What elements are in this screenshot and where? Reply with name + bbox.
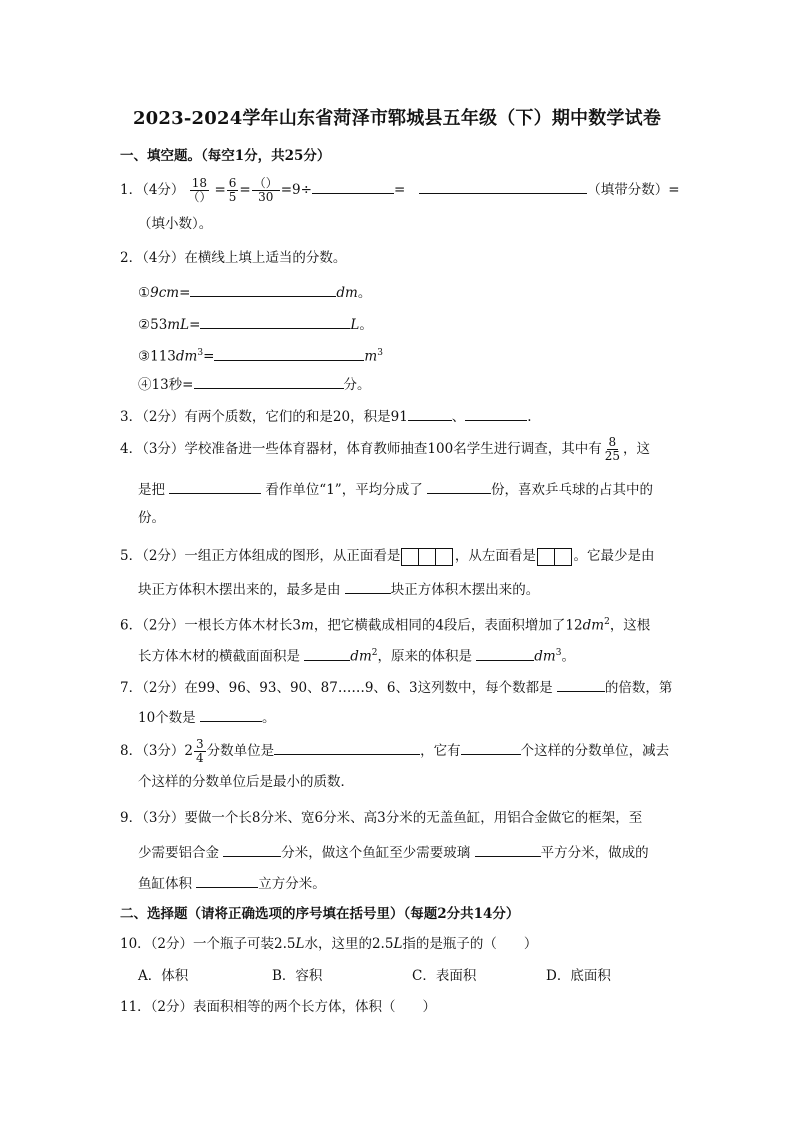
answer-blank[interactable] <box>194 373 344 389</box>
section-1-heading: 一、填空题。（每空1分，共25分） <box>120 148 331 164</box>
q2-item-4: ④13秒= 分。 <box>138 373 371 395</box>
fraction-8-25: $\frac{8}{25}$ <box>604 435 620 463</box>
answer-blank[interactable] <box>476 645 534 661</box>
question-4: 4．（3分）学校准备进一些体育器材，体育教师抽查100名学生进行调查，其中有 $\frac{8}{25}$ ，这 <box>120 435 650 463</box>
q9-line-3: 鱼缸体积 立方分米。 <box>138 872 326 894</box>
answer-blank[interactable] <box>169 478 261 494</box>
question-1: 1．（4分） $\frac{18}{()}$ = $\frac{6}{5}$ = $\frac{()}{30}$ =9÷ = （填带分数）= <box>120 176 680 204</box>
q2-item-1: ①9cm= dm。 <box>138 281 371 303</box>
answer-blank[interactable] <box>419 178 587 194</box>
question-2: 2．（4分）在横线上填上适当的分数。 <box>120 250 347 266</box>
question-3: 3．（2分）有两个质数，它们的和是20，积是91 、 . <box>120 405 532 427</box>
q1-number: 1．（4分） <box>120 182 185 198</box>
question-5: 5．（2分）一组正方体组成的图形，从正面看是 ，从左面看是 。它最少是由 <box>120 548 655 564</box>
question-6: 6．（2分）一根长方体木材长3m，把它横截成相同的4段后，表面积增加了$12dm^2$，这根 <box>120 617 651 634</box>
fraction-6-5: $\frac{6}{5}$ <box>228 176 237 204</box>
question-11: 11．（2分）表面积相等的两个长方体，体积（ ） <box>120 999 437 1015</box>
q2-item-3: $③113dm^3= m^3$ <box>138 343 383 367</box>
answer-blank[interactable] <box>475 841 541 857</box>
q4-line-2: 是把 看作单位“1”，平均分成了 份，喜欢乒乓球的占其中的 <box>138 478 653 500</box>
option-d[interactable]: D．底面积 <box>546 968 611 984</box>
option-c[interactable]: C．表面积 <box>412 968 477 984</box>
exam-title: 2023-2024学年山东省菏泽市郓城县五年级（下）期中数学试卷 <box>132 108 662 129</box>
answer-blank[interactable] <box>196 872 258 888</box>
q7-line-2: 10个数是 。 <box>138 706 275 728</box>
q9-line-2: 少需要铝合金 分米，做这个鱼缸至少需要玻璃 平方分米，做成的 <box>138 841 649 863</box>
answer-blank[interactable] <box>461 739 521 755</box>
answer-blank[interactable] <box>274 739 420 755</box>
answer-blank[interactable] <box>557 676 605 692</box>
q6-line-2: 长方体木材的横截面面积是 $dm^2$，原来的体积是 $dm^3$。 <box>138 643 575 667</box>
answer-blank[interactable] <box>200 706 262 722</box>
q2-item-2: ②53mL= L。 <box>138 313 373 335</box>
answer-blank[interactable] <box>304 645 350 661</box>
answer-blank[interactable] <box>223 841 281 857</box>
left-view-two-squares <box>538 548 572 566</box>
q1-line-2: （填小数）。 <box>138 216 213 232</box>
answer-blank[interactable] <box>312 178 394 194</box>
front-view-three-squares <box>402 548 452 566</box>
answer-blank[interactable] <box>190 281 336 297</box>
answer-blank[interactable] <box>200 313 350 329</box>
fraction-18: $\frac{18}{()}$ <box>187 176 212 204</box>
question-9: 9．（3分）要做一个长8分米、宽6分米、高3分米的无盖鱼缸，用铝合金做它的框架，至 <box>120 810 643 826</box>
question-10: 10．（2分）一个瓶子可装2.5L水，这里的2.5L指的是瓶子的（ ） <box>120 936 538 952</box>
q4-line-3: 份。 <box>138 510 165 526</box>
q5-line-2: 块正方体积木摆出来的，最多是由 块正方体积木摆出来的。 <box>138 578 539 600</box>
option-a[interactable]: A．体积 <box>138 968 189 984</box>
fraction-30: $\frac{()}{30}$ <box>253 176 278 204</box>
section-2-heading: 二、选择题（请将正确选项的序号填在括号里）（每题2分共14分） <box>120 906 520 922</box>
answer-blank[interactable] <box>427 478 491 494</box>
answer-blank[interactable] <box>214 345 364 361</box>
option-b[interactable]: B．容积 <box>272 968 323 984</box>
answer-blank[interactable] <box>465 405 527 421</box>
q8-line-2: 个这样的分数单位后是最小的质数． <box>138 774 354 790</box>
question-8: 8．（3分）2 $\frac{3}{4}$ 分数单位是 ，它有 个这样的分数单位，减去 <box>120 737 670 765</box>
answer-blank[interactable] <box>408 405 452 421</box>
q10-options <box>138 966 611 986</box>
answer-blank[interactable] <box>345 578 391 594</box>
question-7: 7．（2分）在99、96、93、90、87……9、6、3这列数中，每个数都是 的倍数，第 <box>120 676 672 698</box>
fraction-3-4: $\frac{3}{4}$ <box>196 737 204 765</box>
